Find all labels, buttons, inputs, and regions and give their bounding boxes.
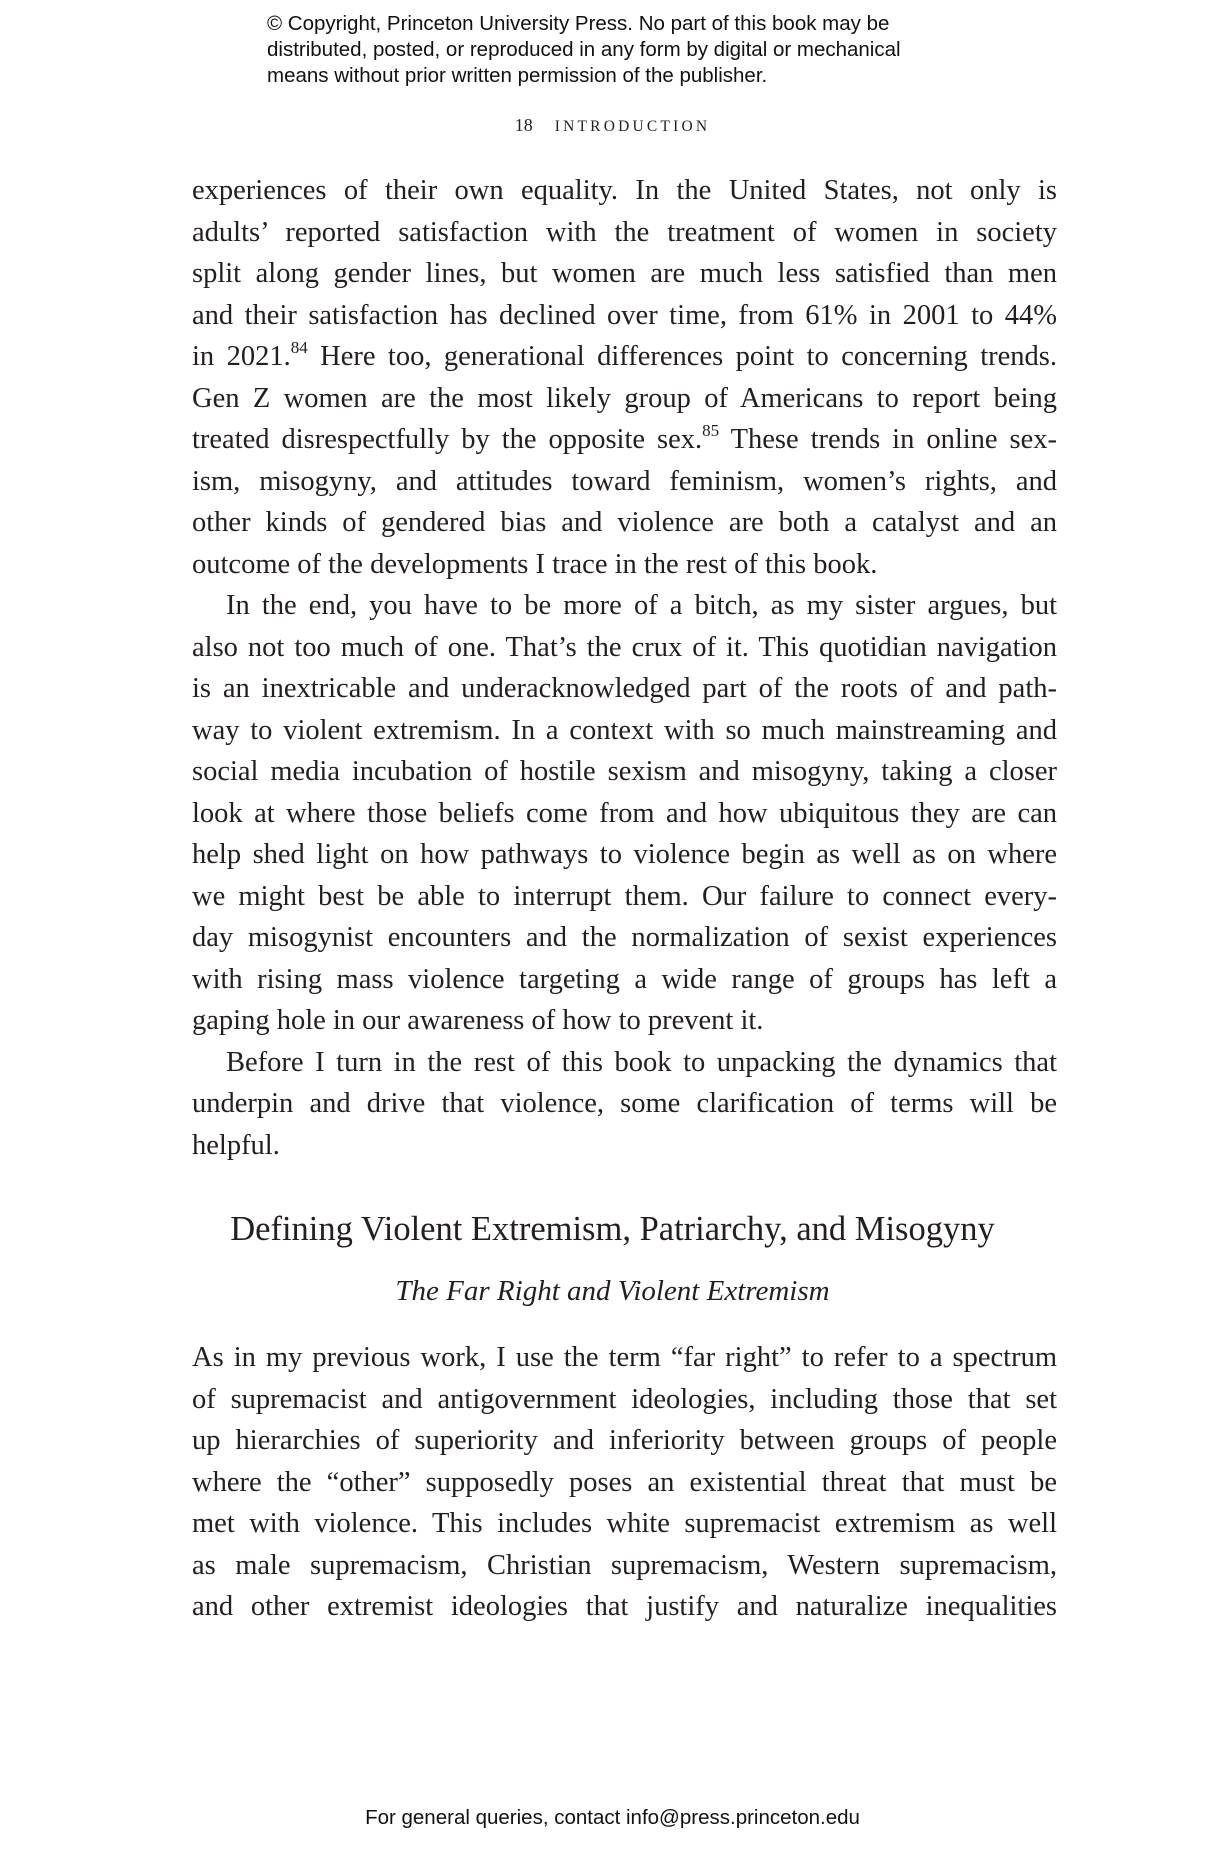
body-paragraph-1	[192, 170, 1057, 1166]
text-line: of supremacist and antigovernment ideologies, including those that set	[192, 1383, 1057, 1415]
text-line: split along gender lines, but women are much less satisfied than men	[192, 258, 1057, 289]
text-line: day misogynist encounters and the normalization of sexist experiences	[192, 922, 1057, 953]
text-line: adults’ reported satisfaction with the treatment of women in society	[192, 216, 1057, 248]
text-segment: treated disrespectfully by the opposite sex.	[192, 424, 703, 455]
text-line: underpin and drive that violence, some clarification of terms will be	[192, 1088, 1057, 1119]
section-paragraph	[192, 1337, 1057, 1628]
text-line: social media incubation of hostile sexism and misogyny, taking a closer	[192, 756, 1057, 787]
page-number: 18	[514, 115, 533, 135]
text-line: as male supremacism, Christian supremacism, Western supremacism,	[192, 1549, 1057, 1581]
footnote-ref-85[interactable]: 85	[702, 420, 720, 440]
text-line: also not too much of one. That’s the crux of it. This quotidian navigation	[192, 631, 1057, 663]
text-line: experiences of their own equality. In the United States, not only is	[192, 175, 1057, 206]
text-line: look at where those beliefs come from and how ubiquitous they are can	[192, 797, 1057, 829]
footnote-ref-84[interactable]: 84	[290, 337, 308, 357]
text-segment: in 2021.	[192, 341, 291, 372]
text-line: up hierarchies of superiority and inferiority between groups of people	[192, 1425, 1057, 1456]
text-line: way to violent extremism. In a context with so much mainstreaming and	[192, 714, 1057, 746]
text-line: Gen Z women are the most likely group of Americans to report being	[192, 382, 1057, 414]
text-segment: These trends in online sex-	[719, 424, 1057, 455]
text-line: met with violence. This includes white supremacist extremism as well	[192, 1508, 1057, 1539]
copyright-line: means without prior written permission of the publisher.	[267, 64, 768, 87]
text-line: help shed light on how pathways to violence begin as well as on where	[192, 839, 1057, 870]
copyright-line: © Copyright, Princeton University Press. No part of this book may be	[267, 12, 890, 35]
text-line	[192, 419, 1057, 461]
text-line	[192, 336, 1057, 378]
text-line: and other extremist ideologies that justify and naturalize inequalities	[192, 1591, 1057, 1622]
text-line: other kinds of gendered bias and violence are both a catalyst and an	[192, 507, 1057, 538]
text-line: we might best be able to interrupt them. Our failure to connect every-	[192, 880, 1057, 912]
text-line: In the end, you have to be more of a bitch, as my sister argues, but	[226, 590, 1057, 621]
subsection-heading: The Far Right and Violent Extremism	[395, 1275, 830, 1307]
text-line: helpful.	[192, 1129, 280, 1161]
text-line: ism, misogyny, and attitudes toward feminism, women’s rights, and	[192, 465, 1057, 497]
running-head	[0, 113, 1225, 139]
text-line: where the “other” supposedly poses an existential threat that must be	[192, 1466, 1057, 1498]
text-line: As in my previous work, I use the term “far right” to refer to a spectrum	[192, 1342, 1057, 1373]
text-line: is an inextricable and underacknowledged part of the roots of and path-	[192, 673, 1057, 704]
section-heading: Defining Violent Extremism, Patriarchy, and Misogyny	[230, 1210, 995, 1248]
text-line: Before I turn in the rest of this book to unpacking the dynamics that	[226, 1046, 1057, 1078]
text-line: with rising mass violence targeting a wide range of groups has left a	[192, 963, 1057, 995]
footer-contact: For general queries, contact info@press.princeton.edu	[365, 1806, 860, 1829]
copyright-line: distributed, posted, or reproduced in any form by digital or mechanical	[267, 38, 901, 61]
running-head-section: INTRODUCTION	[554, 118, 711, 135]
text-segment: Here too, generational differences point to concerning trends.	[307, 341, 1057, 372]
copyright-notice	[267, 11, 1027, 89]
text-line: outcome of the developments I trace in the rest of this book.	[192, 548, 878, 580]
text-line: and their satisfaction has declined over time, from 61% in 2001 to 44%	[192, 299, 1057, 331]
text-line: gaping hole in our awareness of how to prevent it.	[192, 1005, 764, 1036]
